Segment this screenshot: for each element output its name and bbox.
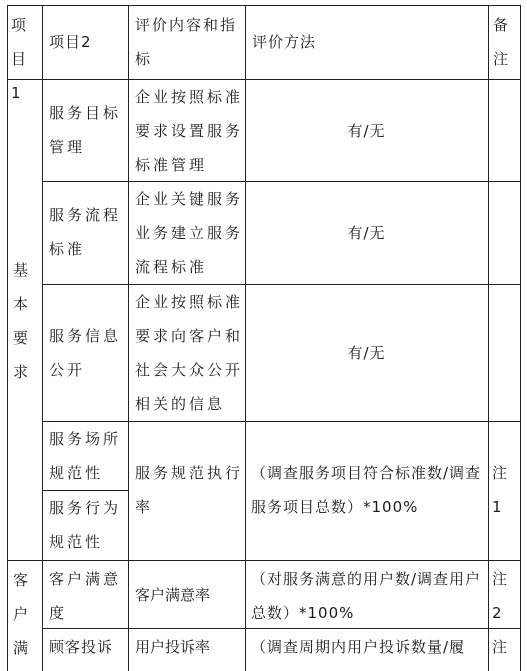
row3-item2: 服务信息公开 xyxy=(49,327,122,379)
row4-note: 注1 xyxy=(492,464,511,516)
row1-content: 企业按照标准要求设置服务标准管理 xyxy=(135,88,244,174)
header-item1: 项目1 xyxy=(11,16,33,102)
row4-method: （调查服务项目符合标准数/调查服务项目总数）*100% xyxy=(251,464,482,516)
row2-content: 企业关键服务业务建立服务流程标准 xyxy=(135,190,244,276)
row7-item2: 顾客投诉 xyxy=(49,638,114,656)
group-label-customer: 客户满 xyxy=(13,571,32,657)
row4-content: 服务规范执行率 xyxy=(135,464,244,516)
header-item2: 项目2 xyxy=(49,33,92,51)
group-label-basic: 基本要求 xyxy=(13,261,32,381)
row3-content: 企业按照标准要求向客户和社会大众公开相关的信息 xyxy=(135,293,244,413)
table-border-top xyxy=(7,5,521,6)
row5-item2: 服务行为规范性 xyxy=(49,499,122,551)
row1-item2: 服务目标管理 xyxy=(49,104,122,156)
header-divider xyxy=(7,79,521,80)
header-method: 评价方法 xyxy=(252,33,317,51)
header-note: 备注 xyxy=(493,16,517,68)
table-border-right xyxy=(520,5,521,671)
row6-item2: 客户满意度 xyxy=(49,570,122,622)
header-content: 评价内容和指标 xyxy=(135,16,238,68)
row6-note: 注2 xyxy=(492,570,511,622)
row6-method: （对服务满意的用户数/调查用户总数）*100% xyxy=(251,570,482,622)
row-divider xyxy=(42,284,521,285)
row-divider xyxy=(42,181,521,182)
row1-method: 有/无 xyxy=(347,122,386,140)
row2-item2: 服务流程标准 xyxy=(49,206,122,258)
row3-method: 有/无 xyxy=(347,344,386,362)
row6-content: 客户满意率 xyxy=(135,586,211,604)
row7-content: 用户投诉率 xyxy=(135,638,211,656)
row2-method: 有/无 xyxy=(347,224,386,242)
row7-note: 注 xyxy=(492,638,511,656)
row7-method: （调查周期内用户投诉数量/履 xyxy=(251,638,466,656)
row4-item2: 服务场所规范性 xyxy=(49,430,122,482)
group-divider xyxy=(7,560,521,561)
